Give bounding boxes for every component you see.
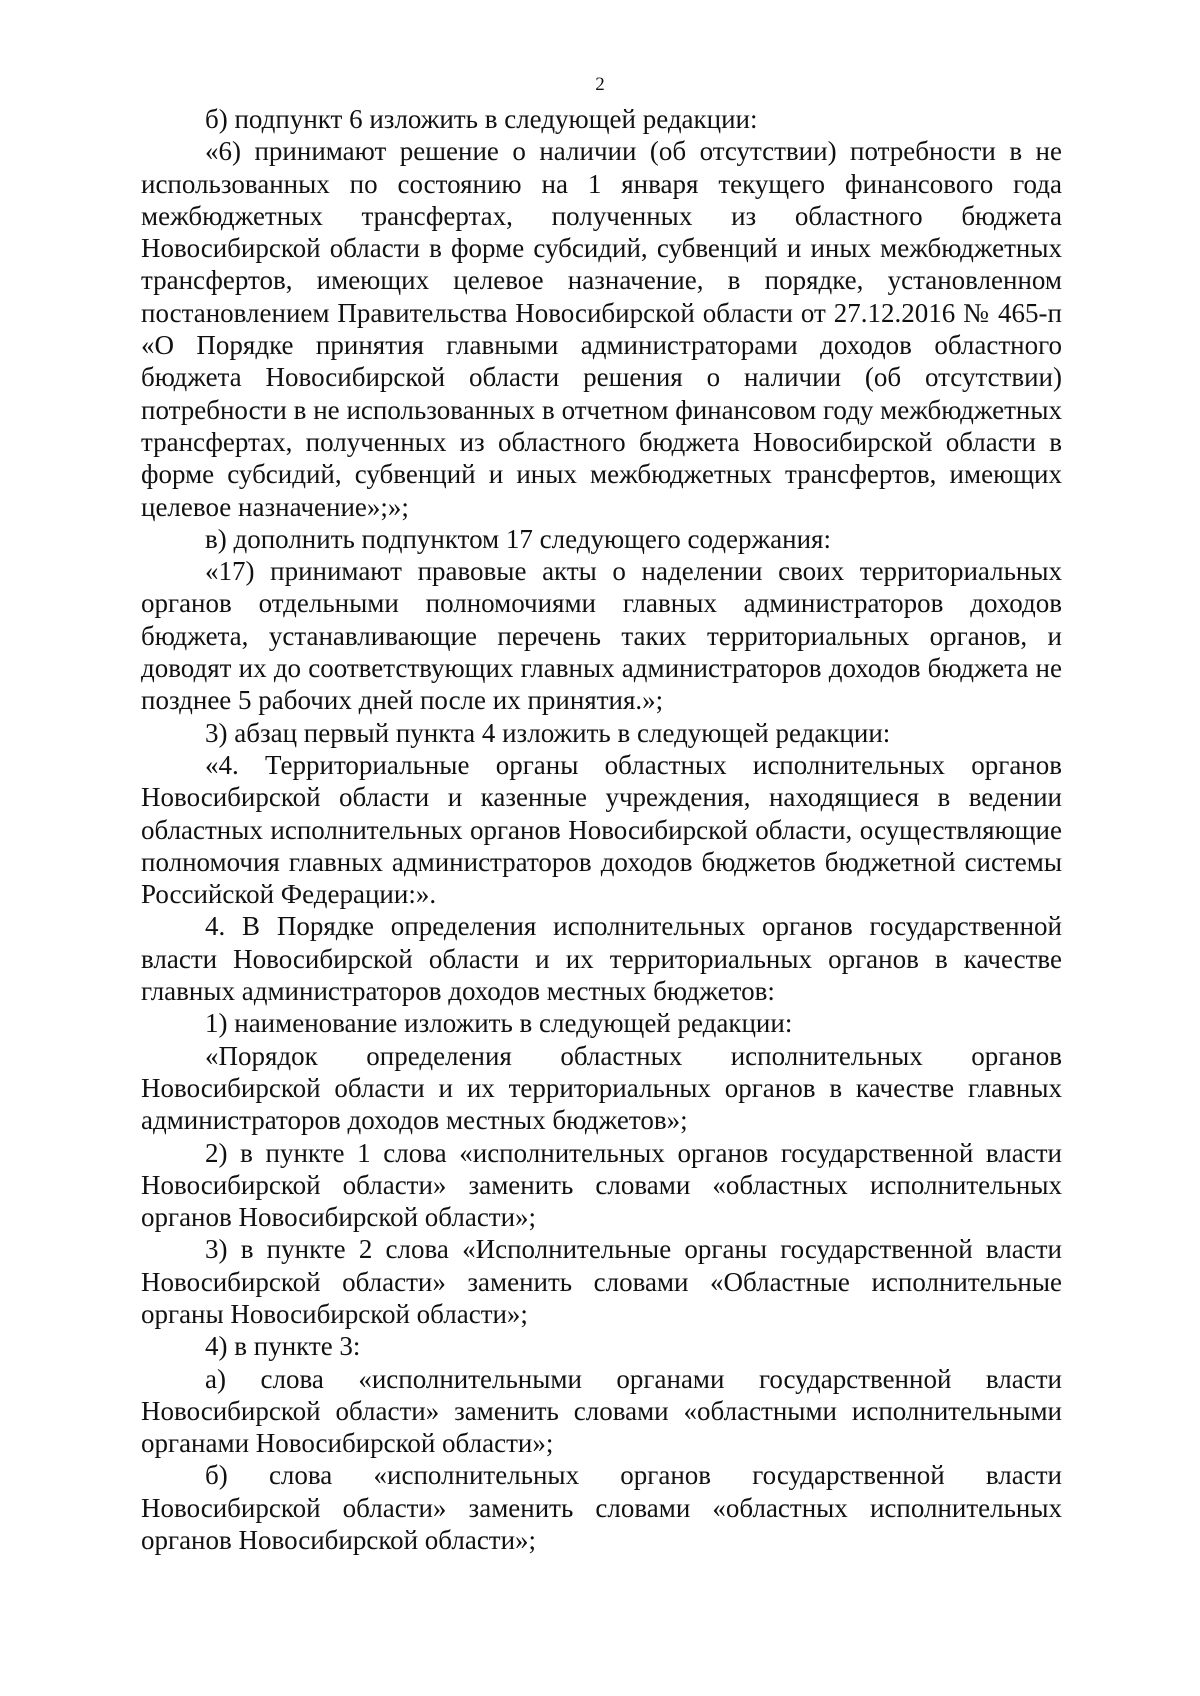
paragraph: 3) абзац первый пункта 4 изложить в следующей редакции: (205, 717, 891, 748)
paragraph: «4. Территориальные органы областных исполнительных органов Новосибирской области и казенные учреждения, находящиеся в ведении областных исполнительных органов Новосибирской области, осуществляющие полномочия главных администраторов доходов бюджетов бюджетной системы Российской Федерации:». (141, 749, 1062, 910)
document-body (141, 103, 1062, 1556)
paragraph: б) слова «исполнительных органов государственной власти Новосибирской области» заменить словами «областных исполнительных органов Новосибирской области»; (141, 1460, 1062, 1556)
paragraph: «6) принимают решение о наличии (об отсутствии) потребности в не использованных по состоянию на 1 января текущего финансового года межбюджетных трансфертах, полученных из областного бюджета Новосибирской области в форме субсидий, субвенций и иных межбюджетных трансфертов, имеющих целевое назначение, в порядке, установленном постановлением Правительства Новосибирской области от 27.12.2016 № 465-п «О Порядке принятия главными администраторами доходов областного бюджета Новосибирской области решения о наличии (об отсутствии) потребности в не использованных в отчетном финансовом году межбюджетных трансфертах, полученных из областного бюджета Новосибирской области в форме субсидий, субвенций и иных межбюджетных трансфертов, имеющих целевое назначение»;»; (141, 136, 1062, 522)
paragraph: в) дополнить подпунктом 17 следующего содержания: (205, 523, 831, 554)
page-number: 2 (595, 74, 605, 95)
paragraph: «Порядок определения областных исполнительных органов Новосибирской области и их территориальных органов в качестве главных администраторов доходов местных бюджетов»; (141, 1040, 1062, 1136)
paragraph: 4) в пункте 3: (205, 1331, 361, 1362)
paragraph: 2) в пункте 1 слова «исполнительных органов государственной власти Новосибирской области» заменить словами «областных исполнительных органов Новосибирской области»; (141, 1137, 1062, 1233)
paragraph: 3) в пункте 2 слова «Исполнительные органы государственной власти Новосибирской области» заменить словами «Областные исполнительные органы Новосибирской области»; (141, 1234, 1062, 1329)
paragraph: а) слова «исполнительными органами государственной власти Новосибирской области» заменить словами «областными исполнительными органами Новосибирской области»; (141, 1363, 1062, 1459)
paragraph: б) подпункт 6 изложить в следующей редакции: (205, 104, 758, 134)
paragraph: «17) принимают правовые акты о наделении своих территориальных органов отдельными полномочиями главных администраторов доходов бюджета, устанавливающие перечень таких территориальных органов, и доводят их до соответствующих главных администраторов доходов бюджета не позднее 5 рабочих дней после их принятия.»; (141, 556, 1062, 716)
paragraph: 4. В Порядке определения исполнительных органов государственной власти Новосибирской области и их территориальных органов в качестве главных администраторов доходов местных бюджетов: (141, 911, 1062, 1007)
paragraph: 1) наименование изложить в следующей редакции: (205, 1008, 793, 1039)
